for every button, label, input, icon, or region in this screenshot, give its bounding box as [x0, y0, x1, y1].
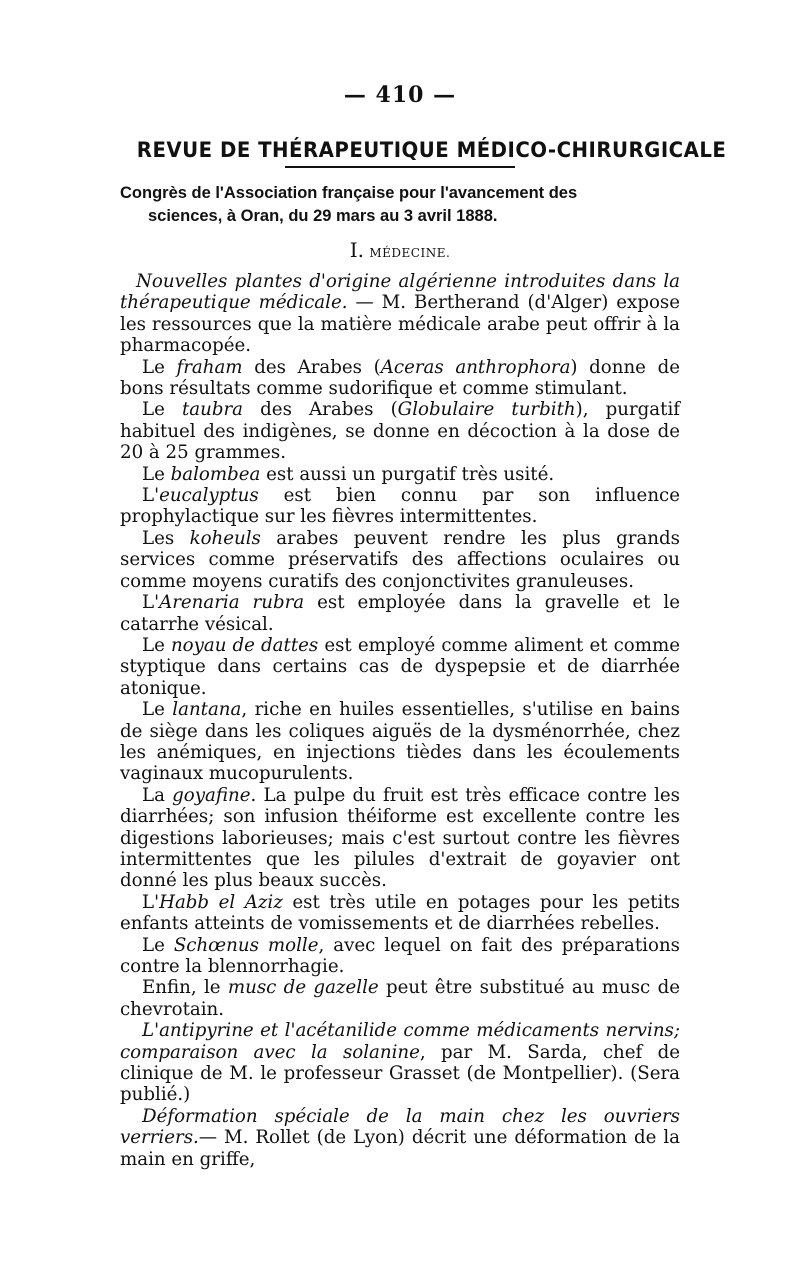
paragraph: Enfin, le musc de gazelle peut être substitué au musc de chevrotain.: [120, 977, 680, 1020]
running-header: REVUE DE THÉRAPEUTIQUE MÉDICO-CHIRURGICALE: [136, 138, 727, 162]
article-body: [120, 271, 680, 1170]
paragraph: Les koheuls arabes peuvent rendre les plus grands services comme préservatifs des affections oculaires ou comme moyens curatifs des conjonctivites granuleuses.: [120, 527, 680, 592]
paragraph: L'Habb el Aziz est très utile en potages pour les petits enfants atteints de vomissements et de diarrhées rebelles.: [120, 891, 681, 935]
paragraph: Déformation spéciale de la main chez les ouvriers verriers.— M. Rollet (de Lyon) décrit une déformation de la main en griffe,: [120, 1105, 680, 1170]
congress-title: [120, 182, 680, 228]
paragraph: L'eucalyptus est bien connu par son influence prophylactique sur les fièvres intermittentes.: [120, 485, 680, 528]
paragraph: Le Schœnus molle, avec lequel on fait des préparations contre la blennorrhagie.: [120, 934, 680, 977]
paragraph: L'Arenaria rubra est employée dans la gravelle et le catarrhe vésical.: [120, 592, 680, 635]
congress-title-line2: sciences, à Oran, du 29 mars au 3 avril 1888.: [148, 207, 498, 225]
paragraph: La goyafine. La pulpe du fruit est très efficace contre les diarrhées; son infusion théiforme est excellente contre les digestions laborieuses; mais c'est surtout contre les fièvres intermittentes que les pilules d'extrait de goyavier ont donné les plus beaux succès.: [120, 784, 680, 892]
section-number: I.: [349, 238, 364, 262]
paragraph: L'antipyrine et l'acétanilide comme médicaments nervins; comparaison avec la solanine, par M. Sarda, chef de clinique de M. le professeur Grasset (de Montpellier). (Sera publié.): [120, 1020, 680, 1106]
paragraph: Le taubra des Arabes (Globulaire turbith), purgatif habituel des indigènes, se donne en décoction à la dose de 20 à 25 grammes.: [120, 399, 680, 464]
congress-title-line1: Congrès de l'Association française pour l'avancement des: [120, 184, 578, 202]
paragraph: Le noyau de dattes est employé comme aliment et comme styptique dans certains cas de dyspepsie et de diarrhée atonique.: [120, 634, 681, 699]
paragraph: Le fraham des Arabes (Aceras anthrophora) donne de bons résultats comme sudorifique et comme stimulant.: [120, 356, 680, 400]
paragraph: Le lantana, riche en huiles essentielles, s'utilise en bains de siège dans les coliques aiguës de la dysménorrhée, chez les anémiques, en injections tièdes dans les écoulements vaginaux mucopurulents.: [120, 699, 680, 785]
section-label: MÉDECINE.: [369, 246, 451, 260]
paragraph: Le balombea est aussi un purgatif très usité.: [142, 463, 555, 485]
paragraph: Nouvelles plantes d'origine algérienne introduites dans la thérapeutique médicale. — M. Bertherand (d'Alger) expose les ressources que la matière médicale arabe peut offrir à la pharmacopée.: [120, 271, 681, 357]
page-number: — 410 —: [343, 82, 457, 108]
section-heading: [120, 238, 680, 265]
header-rule: [285, 166, 515, 168]
